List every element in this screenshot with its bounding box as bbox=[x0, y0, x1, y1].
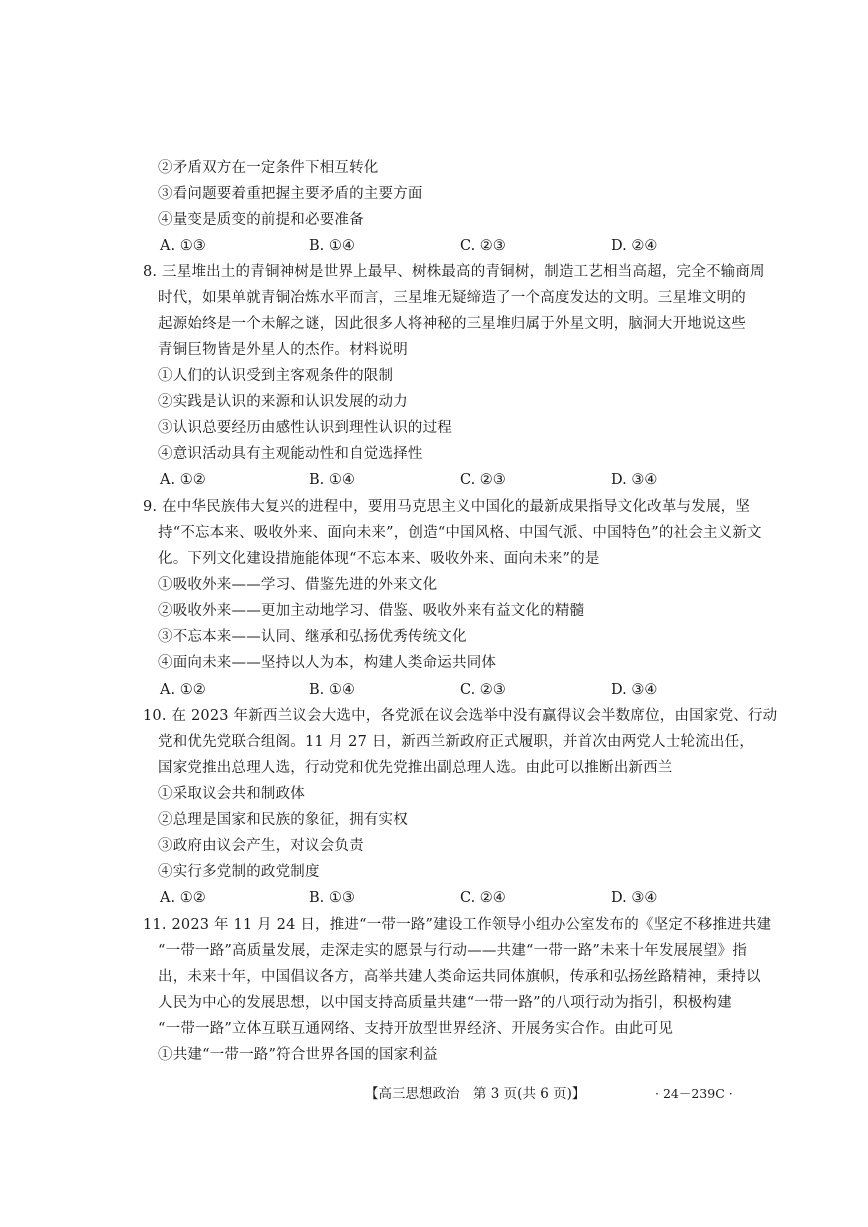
q8-choice-c: C. ②③ bbox=[460, 472, 506, 488]
q7-choice-d: D. ②④ bbox=[611, 238, 658, 254]
q10-option-2: ②总理是国家和民族的象征，拥有实权 bbox=[158, 812, 408, 828]
q8-choice-b: B. ①④ bbox=[309, 472, 355, 488]
q11-stem-line-1: 11. 2023 年 11 月 24 日，推进“一带一路”建设工作领导小组办公室发布的《坚定不移推进共建 bbox=[143, 917, 772, 933]
q10-choice-a: A. ①② bbox=[160, 890, 206, 906]
q9-stem-line-1: 9. 在中华民族伟大复兴的进程中，要用马克思主义中国化的最新成果指导文化改革与发展，坚 bbox=[143, 499, 751, 515]
q8-stem-line-3: 起源始终是一个未解之谜，因此很多人将神秘的三星堆归属于外星文明，脑洞大开地说这些 bbox=[158, 316, 746, 332]
page-footer bbox=[0, 1084, 868, 1104]
q8-answer-choices bbox=[0, 470, 868, 490]
q8-stem-line-2: 时代，如果单就青铜冶炼水平而言，三星堆无疑缔造了一个高度发达的文明。三星堆文明的 bbox=[158, 290, 746, 306]
q8-stem-line-4: 青铜巨物皆是外星人的杰作。材料说明 bbox=[158, 342, 408, 358]
footer-page-info: 【高三思想政治 第 3 页(共 6 页)】 bbox=[365, 1086, 586, 1102]
q9-option-1: ①吸收外来——学习、借鉴先进的外来文化 bbox=[158, 577, 438, 593]
q11-option-1: ①共建“一带一路”符合世界各国的国家利益 bbox=[158, 1047, 438, 1063]
q10-choice-c: C. ②④ bbox=[460, 890, 506, 906]
q9-choice-a: A. ①② bbox=[160, 682, 206, 698]
q10-choice-b: B. ①③ bbox=[309, 890, 355, 906]
q10-option-1: ①采取议会共和制政体 bbox=[158, 786, 305, 802]
q10-stem-line-1: 10. 在 2023 年新西兰议会大选中，各党派在议会选举中没有赢得议会半数席位，由国家党、行动 bbox=[143, 708, 778, 724]
q8-option-3: ③认识总要经历由感性认识到理性认识的过程 bbox=[158, 420, 452, 436]
q11-stem-line-4: 人民为中心的发展思想，以中国支持高质量共建“一带一路”的八项行动为指引，积极构建 bbox=[158, 995, 732, 1011]
q8-stem-line-1: 8. 三星堆出土的青铜神树是世界上最早、树株最高的青铜树，制造工艺相当高超，完全不输商周 bbox=[143, 264, 765, 280]
q10-option-4: ④实行多党制的政党制度 bbox=[158, 864, 320, 880]
q8-choice-a: A. ①② bbox=[160, 472, 206, 488]
q7-option-2: ②矛盾双方在一定条件下相互转化 bbox=[158, 160, 379, 176]
q8-option-2: ②实践是认识的来源和认识发展的动力 bbox=[158, 394, 408, 410]
q9-option-4: ④面向未来——坚持以人为本，构建人类命运共同体 bbox=[158, 655, 497, 671]
q8-choice-d: D. ③④ bbox=[611, 472, 658, 488]
q9-choice-b: B. ①④ bbox=[309, 682, 355, 698]
q9-choice-c: C. ②③ bbox=[460, 682, 506, 698]
q7-option-3: ③看问题要着重把握主要矛盾的主要方面 bbox=[158, 186, 423, 202]
q7-choice-c: C. ②③ bbox=[460, 238, 506, 254]
q7-answer-choices bbox=[0, 236, 868, 256]
q7-choice-b: B. ①④ bbox=[309, 238, 355, 254]
footer-exam-code: · 24－239C · bbox=[655, 1086, 733, 1101]
q9-answer-choices bbox=[0, 680, 868, 700]
q8-option-4: ④意识活动具有主观能动性和自觉选择性 bbox=[158, 446, 423, 462]
q10-option-3: ③政府由议会产生，对议会负责 bbox=[158, 838, 364, 854]
q10-stem-line-2: 党和优先党联合组阁。11 月 27 日，新西兰新政府正式履职，并首次由两党人士轮流出任， bbox=[158, 734, 755, 750]
q9-option-3: ③不忘本来——认同、继承和弘扬优秀传统文化 bbox=[158, 629, 467, 645]
q9-option-2: ②吸收外来——更加主动地学习、借鉴、吸收外来有益文化的精髓 bbox=[158, 603, 585, 619]
q9-stem-line-3: 化。下列文化建设措施能体现“不忘本来、吸收外来、面向未来”的是 bbox=[158, 551, 600, 567]
q10-answer-choices bbox=[0, 888, 868, 908]
q11-stem-line-2: “一带一路”高质量发展，走深走实的愿景与行动——共建“一带一路”未来十年发展展望》指 bbox=[158, 943, 748, 959]
q7-choice-a: A. ①③ bbox=[160, 238, 206, 254]
q10-choice-d: D. ③④ bbox=[611, 890, 658, 906]
q11-stem-line-5: “一带一路”立体互联互通网络、支持开放型世界经济、开展务实合作。由此可见 bbox=[158, 1021, 674, 1037]
q9-choice-d: D. ③④ bbox=[611, 682, 658, 698]
q11-stem-line-3: 出，未来十年，中国倡议各方，高举共建人类命运共同体旗帜，传承和弘扬丝路精神，秉持以 bbox=[158, 969, 761, 985]
q7-option-4: ④量变是质变的前提和必要准备 bbox=[158, 212, 364, 228]
q10-stem-line-3: 国家党推出总理人选，行动党和优先党推出副总理人选。由此可以推断出新西兰 bbox=[158, 760, 673, 776]
q9-stem-line-2: 持“不忘本来、吸收外来、面向未来”，创造“中国风格、中国气派、中国特色”的社会主义新文 bbox=[158, 525, 762, 541]
q8-option-1: ①人们的认识受到主客观条件的限制 bbox=[158, 368, 394, 384]
